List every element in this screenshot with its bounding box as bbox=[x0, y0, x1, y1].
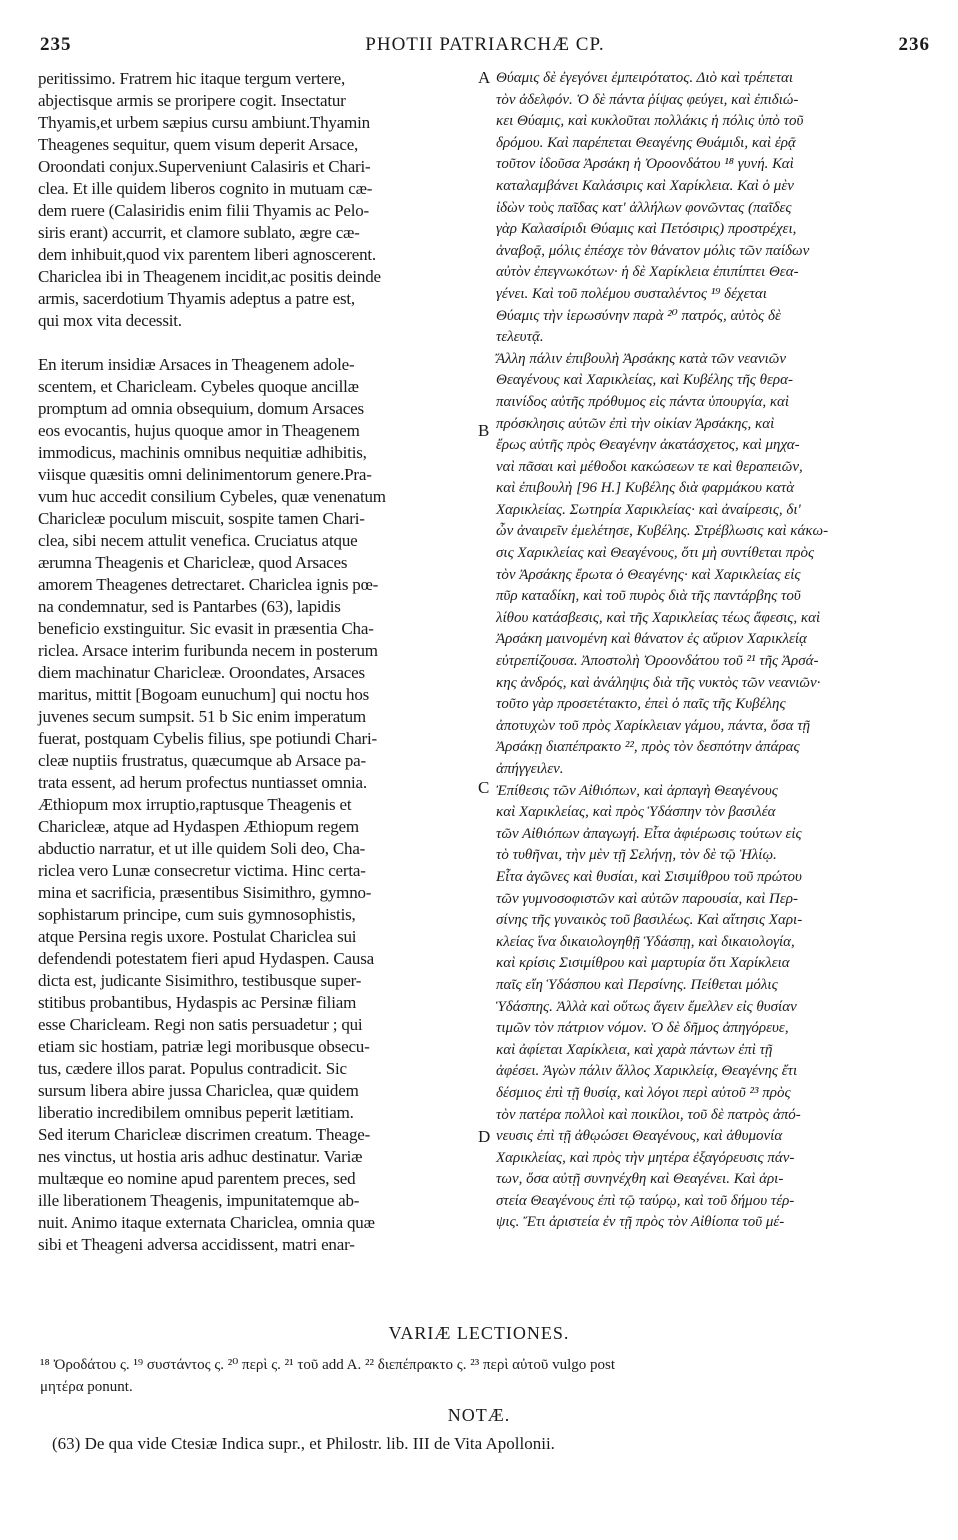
text-line: Charicleæ, atque ad Hydaspen Æthiopum regem bbox=[38, 817, 359, 836]
text-line: τελευτᾷ. bbox=[496, 329, 544, 346]
text-line: peritissimo. Fratrem hic itaque tergum vertere, bbox=[38, 69, 346, 88]
text-line: τὸν ἀδελφόν. Ὁ δὲ πάντα ῥίψας φεύγει, καὶ ἐπιδιώ- bbox=[496, 91, 799, 108]
text-line: τὸ τυθῆναι, τὴν μὲν τῇ Σελήνῃ, τὸν δὲ τῷ Ἡλίῳ. bbox=[496, 847, 777, 864]
text-line: ἔρως αὐτῆς πρὸς Θεαγένην ἀκατάσχετος, καὶ μηχα- bbox=[496, 437, 800, 454]
text-line: Εἶτα ἀγῶνες καὶ θυσίαι, καὶ Σισιμίθρου τοῦ πρώτου bbox=[496, 868, 802, 885]
text-line: nes vinctus, ut hostia aris adhuc destinatur. Variæ bbox=[38, 1147, 363, 1166]
page-header bbox=[40, 34, 930, 58]
text-line: αὐτὸν ἐπεγνωκότων· ἡ δὲ Χαρίκλεια ἐπιπίπτει Θεα- bbox=[496, 264, 799, 281]
text-line: κης ἀνδρός, καὶ ἀνάληψις διὰ τῆς νυκτὸς τῶν νεανιῶν· bbox=[496, 674, 821, 691]
text-line: νευσις ἐπὶ τῇ ἀθῳώσει Θεαγένους, καὶ ἀθυμονία bbox=[496, 1128, 783, 1145]
variae-lectiones-title: VARIÆ LECTIONES. bbox=[388, 1323, 570, 1343]
text-line: Ἀρσάκῃ διαπέπρακτο ²², πρὸς τὸν δεσπότην ἀπάρας bbox=[496, 739, 800, 756]
text-line: παινίδος αὐτῆς πρόθυμος εἰς πάντα ὑπουργία, καὶ bbox=[496, 393, 790, 410]
text-line: sursum libera abire jussa Chariclea, quæ quidem bbox=[38, 1081, 359, 1100]
text-line: Ἐπίθεσις τῶν Αἰθιόπων, καὶ ἁρπαγὴ Θεαγένους bbox=[496, 782, 778, 799]
text-line: viisque quæsitis omni delinimentorum genere.Pra- bbox=[38, 465, 372, 484]
text-line: τῶν Αἰθιόπων ἀπαγωγή. Εἶτα ἀφιέρωσις τούτων εἰς bbox=[496, 825, 802, 842]
text-line: ὧν ἀναιρεῖν ἐμελέτησε, Κυβέλης. Στρέβλωσις καὶ κάκω- bbox=[496, 523, 829, 540]
page-number-right: 236 bbox=[898, 34, 930, 55]
text-line: τοῦτο γὰρ προσετέτακτο, ἐπεὶ ὁ παῖς τῆς Κυβέλης bbox=[496, 696, 786, 713]
text-line: maritus, mittit [Bogoam eunuchum] qui noctu hos bbox=[38, 685, 370, 704]
text-line: Oroondati conjux.Superveniunt Calasiris et Chari- bbox=[38, 157, 371, 176]
text-line: στεία Θεαγένους ἐπὶ τῷ ταύρῳ, καὶ τοῦ δήμου τέρ- bbox=[496, 1192, 795, 1209]
text-line: ἀποτυχὼν τοῦ πρὸς Χαρίκλειαν γάμου, πάντα, ὅσα τῇ bbox=[496, 717, 811, 734]
text-line: stitibus probantibus, Hydaspis ac Persinæ filiam bbox=[38, 993, 357, 1012]
text-line: immodicus, machinis omnibus nequitiæ adhibitis, bbox=[38, 443, 367, 462]
text-line: τῶν γυμνοσοφιστῶν καὶ αὐτῶν παρουσία, καὶ Περ- bbox=[496, 890, 798, 907]
text-line: τὸν Ἀρσάκης ἔρωτα ὁ Θεαγένης· καὶ Χαρικλείας εἰς bbox=[496, 566, 801, 583]
text-line: sophistarum principe, cum suis gymnosophistis, bbox=[38, 905, 356, 924]
text-line: σις Χαρικλείας καὶ Θεαγένους, ὅτι μὴ συντίθεται πρὸς bbox=[496, 545, 815, 562]
text-line: nuit. Animo itaque externata Chariclea, omnia quæ bbox=[38, 1213, 375, 1232]
text-line: Θύαμις δὲ ἐγεγόνει ἐμπειρότατος. Διὸ καὶ τρέπεται bbox=[496, 70, 794, 86]
text-line: ἀφέσει. Ἀγὼν πάλιν ἄλλος Χαρικλείᾳ, Θεαγένης ἔτι bbox=[496, 1063, 798, 1080]
greek-column bbox=[496, 68, 924, 1234]
text-line: multæque eo nomine apud parentem preces, sed bbox=[38, 1169, 356, 1188]
running-title: PHOTII PATRIARCHÆ CP. bbox=[365, 34, 605, 55]
text-line: clea, sibi necem attulit venefica. Cruciatus atque bbox=[38, 531, 358, 550]
text-line: tus, cædere illos parat. Populus contradicit. Sic bbox=[38, 1059, 347, 1078]
text-line: promptum ad omnia obsequium, domum Arsaces bbox=[38, 399, 364, 418]
text-line: fuerat, postquam Cybelis filius, spe potiundi Chari- bbox=[38, 729, 377, 748]
text-line: trata essent, ad herum profectus nuntiasset omnia. bbox=[38, 773, 367, 792]
note-63: (63) De qua vide Ctesiæ Indica supr., et Philostr. lib. III de Vita Apollonii. bbox=[52, 1434, 555, 1453]
text-line: beneficio exstinguitur. Sic evasit in præsentia Cha- bbox=[38, 619, 374, 638]
text-line: κλείας ἵνα δικαιολογηθῇ Ὑδάσπῃ, καὶ δικαιολογία, bbox=[496, 933, 795, 950]
text-line: ἀπήγγειλεν. bbox=[496, 761, 564, 777]
text-line: En iterum insidiæ Arsaces in Theagenem adole- bbox=[38, 355, 355, 374]
text-line: dicta est, judicante Sisimithro, testibusque super- bbox=[38, 971, 362, 990]
text-line: sibi et Theageni adversa accidissent, matri enar- bbox=[38, 1235, 355, 1254]
margin-marker-c: C bbox=[478, 778, 490, 797]
text-line: ψις. Ἔτι ἀριστεία ἐν τῇ πρὸς τὸν Αἰθίοπα τοῦ μέ- bbox=[496, 1214, 785, 1231]
text-line: riclea vero Lunæ consecretur victima. Hinc certa- bbox=[38, 861, 366, 880]
text-line: Χαρικλείας, καὶ πρὸς τὴν μητέρα ἐξαγόρευσις πάν- bbox=[496, 1149, 795, 1166]
text-line: τὸν πατέρα πολλοὶ καὶ ποικίλοι, τοῦ δὲ πατρὸς ἀπό- bbox=[496, 1106, 801, 1123]
text-line: παῖς εἴη Ὑδάσπου καὶ Περσίνης. Πείθεται μόλις bbox=[496, 976, 778, 993]
text-line: Ὑδάσπης. Ἀλλὰ καὶ οὕτως ἄγειν ἔμελλεν εἰς θυσίαν bbox=[496, 998, 797, 1015]
text-line: abjectisque armis se proripere cogit. Insectatur bbox=[38, 91, 346, 110]
text-line: καὶ Χαρικλείας, καὶ πρὸς Ὑδάσπην τὸν βασιλέα bbox=[496, 804, 776, 821]
text-line: ille liberationem Theagenis, impunitatemque ab- bbox=[38, 1191, 360, 1210]
text-line: πῦρ καταδίκη, καὶ τοῦ πυρὸς διὰ τῆς παντάρβης τοῦ bbox=[496, 588, 801, 605]
text-line: σίνης τῆς γυναικὸς τοῦ βασιλέως. Καὶ αἴτησις Χαρι- bbox=[496, 912, 803, 929]
text-line: dem inhibuit,quod vix parentem liberi agnoscerent. bbox=[38, 245, 376, 264]
text-line: δρόμου. Καὶ παρέπεται Θεαγένης Θυάμιδι, καὶ ἐρᾷ bbox=[496, 134, 796, 151]
text-line: ἰδὼν τοὺς παῖδας κατ' ἀλλήλων φονῶντας (παῖδες bbox=[496, 199, 792, 216]
page-number-left: 235 bbox=[40, 34, 72, 55]
variae-line: ¹⁸ Ὀροδάτου ς. ¹⁹ συστάντος ς. ²⁰ περὶ ς. ²¹ τοῦ add A. ²² διεπέπρακτο ς. ²³ περὶ αὐτοῦ vulgo post bbox=[40, 1357, 616, 1373]
text-line: κει Θύαμις, καὶ κυκλοῦται πολλάκις ἡ πόλις ὑπὸ τοῦ bbox=[496, 113, 804, 130]
text-line: τοῦτον ἰδοῦσα Ἀρσάκη ἡ Ὀροονδάτου ¹⁸ γυνή. Καὶ bbox=[496, 156, 794, 173]
text-line: diem machinatur Charicleæ. Oroondates, Arsaces bbox=[38, 663, 365, 682]
text-line: Sed iterum Charicleæ discrimen creatum. Theage- bbox=[38, 1125, 371, 1144]
text-line: ærumna Theagenis et Charicleæ, quod Arsaces bbox=[38, 553, 348, 572]
text-line: δέσμιος ἐπὶ τῇ θυσίᾳ, καὶ λόγοι περὶ αὐτοῦ ²³ πρὸς bbox=[496, 1084, 791, 1101]
text-line: των, ὅσα αὐτῇ συνηνέχθη καὶ Θεαγένει. Καὶ ἀρι- bbox=[496, 1171, 784, 1188]
text-line: siris erant) accurrit, et clamore sublato, ægre cæ- bbox=[38, 223, 360, 242]
text-line: abductio narratur, et ut ille quidem Soli deo, Cha- bbox=[38, 839, 366, 858]
text-line: vum huc accedit consilium Cybeles, quæ venenatum bbox=[38, 487, 386, 506]
text-line: amorem Theagenes detrectaret. Chariclea ignis pœ- bbox=[38, 575, 379, 594]
text-line: atque Persina regis uxore. Postulat Chariclea sui bbox=[38, 927, 357, 946]
text-line: καὶ ἀφίεται Χαρίκλεια, καὶ χαρὰ πάντων ἐπὶ τῇ bbox=[496, 1041, 773, 1058]
text-line: Χαρικλείας. Σωτηρία Χαρικλείας· καὶ ἀναίρεσις, δι' bbox=[496, 501, 801, 518]
margin-marker-b: B bbox=[478, 421, 490, 440]
text-line: esse Charicleam. Regi non satis persuadetur ; qui bbox=[38, 1015, 363, 1034]
text-line: eos evocantis, hujus quoque amor in Theagenem bbox=[38, 421, 360, 440]
text-line: Ἀρσάκη μαινομένη καὶ θάνατον ἐς αὔριον Χαρικλείᾳ bbox=[496, 631, 807, 648]
latin-column bbox=[38, 68, 474, 1256]
text-line: cleæ nuptiis frustratus, quæcumque ab Arsace pa- bbox=[38, 751, 366, 770]
text-line: λίθου κατάσβεσις, καὶ τῆς Χαρικλείας τέως ἄφεσις, καὶ bbox=[496, 609, 821, 626]
text-line: Theagenes sequitur, quem visum deperit Arsace, bbox=[38, 135, 359, 154]
notae-title: NOTÆ. bbox=[447, 1405, 511, 1425]
text-line: Θεαγένους καὶ Χαρικλείας, καὶ Κυβέλης τῆς θερα- bbox=[496, 372, 793, 389]
text-line: εὐτρεπίζουσα. Ἀποστολὴ Ὀροονδάτου τοῦ ²¹ τῆς Ἀρσά- bbox=[496, 653, 819, 670]
text-line: scentem, et Charicleam. Cybeles quoque ancillæ bbox=[38, 377, 359, 396]
text-line: Θύαμις τὴν ἱερωσύνην παρὰ ²⁰ πατρός, αὐτὸς δὲ bbox=[496, 307, 781, 324]
variae-line: μητέρα ponunt. bbox=[40, 1379, 133, 1395]
text-line: mina et sacrificia, præsentibus Sisimithro, gymno- bbox=[38, 883, 372, 902]
text-line: Chariclea ibi in Theagenem incidit,ac positis deinde bbox=[38, 267, 381, 286]
text-line: Thyamis,et urbem sæpius cursu ambiunt.Thyamin bbox=[38, 113, 370, 132]
text-line: armis, sacerdotium Thyamis adeptus a patre est, bbox=[38, 289, 355, 308]
text-line: ναὶ πᾶσαι καὶ μέθοδοι κακώσεων τε καὶ θεραπειῶν, bbox=[496, 458, 803, 475]
text-line: defendendi potestatem fieri apud Hydaspen. Causa bbox=[38, 949, 374, 968]
text-line: riclea. Arsace interim furibunda necem in posterum bbox=[38, 641, 378, 660]
text-line: τιμῶν τὸν πάτριον νόμον. Ὁ δὲ δῆμος ἀπηγόρευε, bbox=[496, 1020, 789, 1037]
text-line: liberatio incredibilem omnibus peperit lætitiam. bbox=[38, 1103, 354, 1122]
margin-marker-a: A bbox=[478, 68, 491, 87]
paragraph-gap bbox=[38, 332, 474, 354]
text-line: πρόσκλησις αὐτῶν ἐπὶ τὴν οἰκίαν Ἀρσάκης, καὶ bbox=[496, 415, 775, 432]
text-line: Charicleæ poculum miscuit, sospite tamen Chari- bbox=[38, 509, 365, 528]
text-line: juvenes secum sumpsit. 51 b Sic enim imperatum bbox=[38, 707, 366, 726]
text-line: γένει. Καὶ τοῦ πολέμου συσταλέντος ¹⁹ δέχεται bbox=[496, 285, 767, 302]
text-line: etiam sic hostiam, patriæ legi moribusque obsecu- bbox=[38, 1037, 370, 1056]
text-line: καταλαμβάνει Καλάσιρις καὶ Χαρίκλεια. Καὶ ὁ μὲν bbox=[496, 177, 794, 194]
margin-marker-d: D bbox=[478, 1127, 491, 1146]
text-line: na condemnatur, sed is Pantarbes (63), lapidis bbox=[38, 597, 341, 616]
text-line: Æthiopum mox irruptio,raptusque Theagenis et bbox=[38, 795, 352, 814]
text-line: clea. Et ille quidem liberos cognito in mutuam cæ- bbox=[38, 179, 373, 198]
text-line: qui mox vita decessit. bbox=[38, 311, 182, 330]
text-line: dem ruere (Calasiridis enim filii Thyamis ac Pelo- bbox=[38, 201, 370, 220]
text-line: Ἄλλη πάλιν ἐπιβουλὴ Ἀρσάκης κατὰ τῶν νεανιῶν bbox=[496, 350, 787, 367]
text-line: γὰρ Καλασίριδι Θύαμις καὶ Πετόσιρις) προστρέχει, bbox=[496, 221, 797, 238]
text-line: ἀναβοᾷ, μόλις ἐπέσχε τὸν θάνατον μόλις τῶν παίδων bbox=[496, 242, 810, 259]
variae-lectiones-body bbox=[40, 1354, 920, 1398]
text-line: καὶ κρίσις Σισιμίθρου καὶ μαρτυρία ὅτι Χαρίκλεια bbox=[496, 955, 790, 972]
text-line: καὶ ἐπιβουλὴ [96 H.] Κυβέλης διὰ φαρμάκου κατὰ bbox=[496, 480, 795, 497]
